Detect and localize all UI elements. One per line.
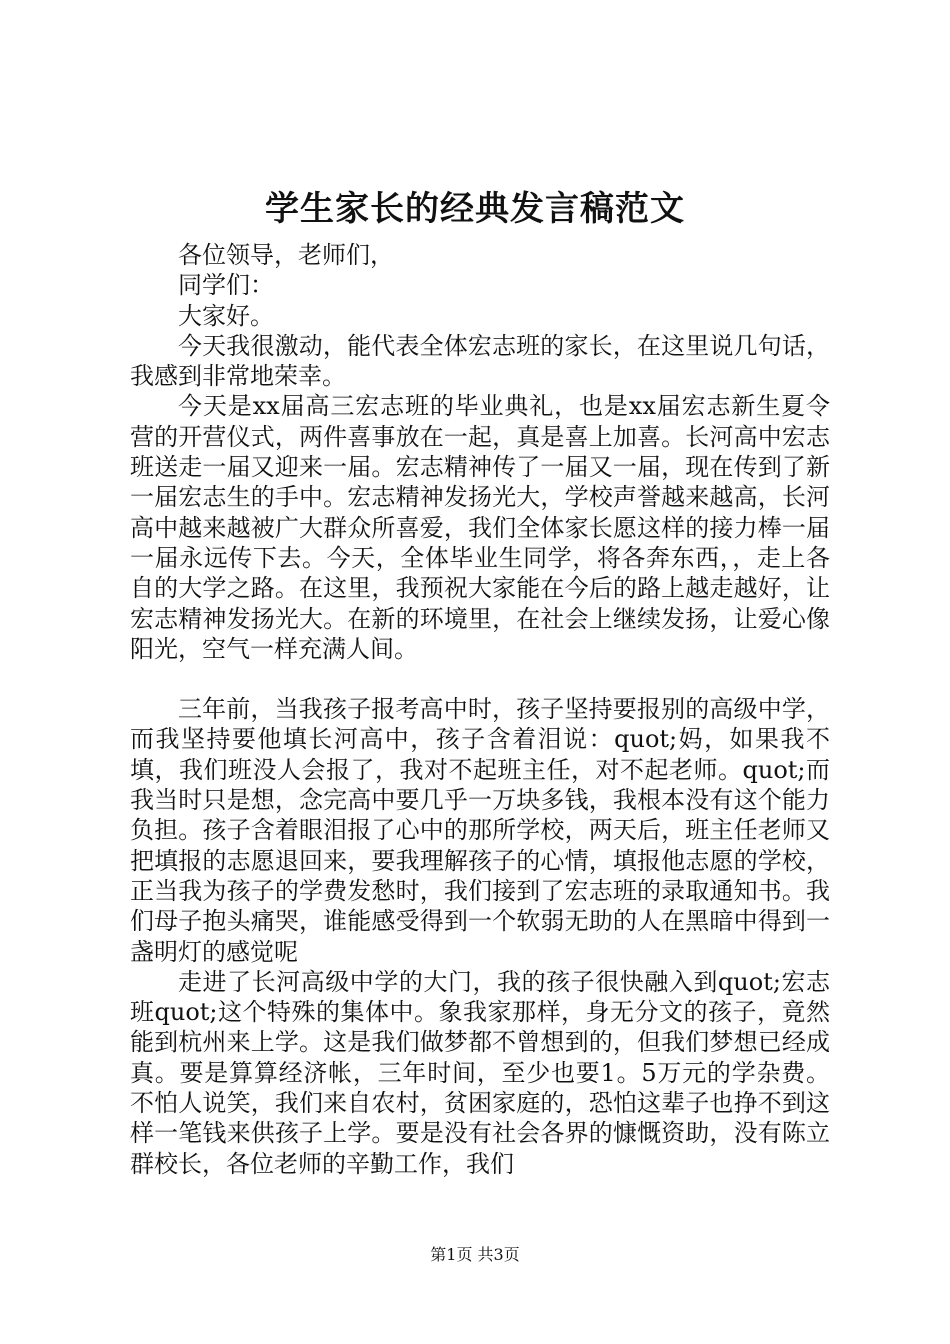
salutation-leaders: 各位领导，老师们， (178, 241, 394, 269)
greeting: 大家好。 (178, 301, 274, 330)
paragraph-intro: 今天我很激动，能代表全体宏志班的家长，在这里说几句话，我感到非常地荣幸。 (130, 331, 830, 391)
page-number-footer: 第1页 共3页 (430, 1245, 520, 1264)
document-title: 学生家长的经典发言稿范文 (265, 189, 685, 229)
document-body (130, 240, 830, 1179)
paragraph-ceremony: 今天是xx届高三宏志班的毕业典礼，也是xx届宏志新生夏令营的开营仪式，两件喜事放在一起，真是喜上加喜。长河高中宏志班送走一届又迎来一届。宏志精神传了一届又一届，现在传到了新一届宏志生的手中。宏志精神发扬光大，学校声誉越来越高，长河高中越来越被广大群众所喜爱，我们全体家长愿这样的接力棒一届一届永远传下去。今天，全体毕业生同学，将各奔东西，，走上各自的大学之路。在这里，我预祝大家能在今后的路上越走越好，让宏志精神发扬光大。在新的环境里，在社会上继续发扬，让爱心像阳光，空气一样充满人间。 (130, 392, 830, 663)
salutation-students: 同学们： (178, 271, 274, 300)
paragraph-entering-school: 走进了长河高级中学的大门，我的孩子很快融入到quot;宏志班quot;这个特殊的集体中。象我家那样，身无分文的孩子，竟然能到杭州来上学。这是我们做梦都不曾想到的，但我们梦想已经成真。要是算算经济帐，三年时间，至少也要1。5万元的学杂费。不怕人说笑，我们来自农村，贫困家庭的，恐怕这辈子也挣不到这样一笔钱来供孩子上学。要是没有社会各界的慷慨资助，没有陈立群校长，各位老师的辛勤工作，我们 (130, 967, 830, 1178)
paragraph-three-years-ago: 三年前，当我孩子报考高中时，孩子坚持要报别的高级中学，而我坚持要他填长河高中，孩子含着泪说：quot;妈，如果我不填，我们班没人会报了，我对不起班主任，对不起老师。quot;而我当时只是想，念完高中要几乎一万块多钱，我根本没有这个能力负担。孩子含着眼泪报了心中的那所学校，两天后，班主任老师又把填报的志愿退回来，要我理解孩子的心情，填报他志愿的学校，正当我为孩子的学费发愁时，我们接到了宏志班的录取通知书。我们母子抱头痛哭，谁能感受得到一个软弱无助的人在黑暗中得到一盏明灯的感觉呢 (130, 695, 830, 966)
